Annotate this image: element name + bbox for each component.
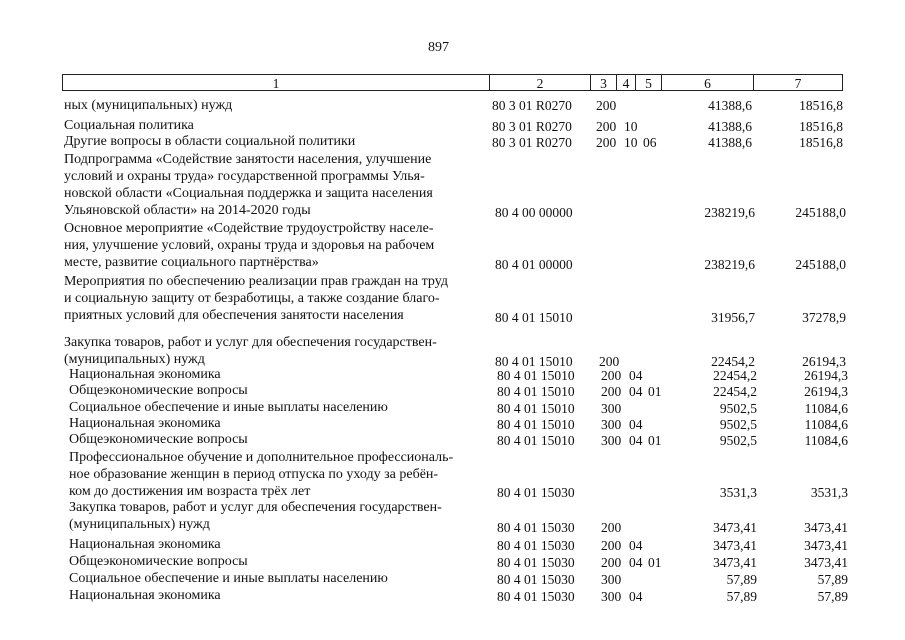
row-name-line: Социальное обеспечение и иные выплаты населению <box>69 400 388 415</box>
row-name-line: Национальная экономика <box>69 367 221 382</box>
row-type-code: 200 <box>601 537 622 553</box>
row-value-col7: 245188,0 <box>795 256 846 272</box>
header-col-6: 6 <box>661 74 754 91</box>
row-value-col6: 57,89 <box>726 571 757 587</box>
row-code: 80 4 01 15030 <box>497 588 575 604</box>
header-col-5: 5 <box>635 74 662 91</box>
row-name-line: Общеэкономические вопросы <box>69 383 248 398</box>
row-code: 80 3 01 R0270 <box>492 98 572 113</box>
row-type-code: 200 <box>596 134 617 150</box>
row-type-code: 200 <box>599 354 620 370</box>
row-type-code: 300 <box>601 571 622 587</box>
row-code: 80 4 01 15030 <box>497 520 575 535</box>
row-name-line: Подпрограмма «Содействие занятости населения, улучшение <box>64 152 432 167</box>
row-section-code: 04 <box>629 537 643 553</box>
row-name-line: Другие вопросы в области социальной политики <box>64 134 356 149</box>
row-type-code: 200 <box>601 520 622 535</box>
row-type-code: 300 <box>601 588 622 604</box>
row-value-col7: 57,89 <box>817 571 848 587</box>
row-name-line: Ульяновской области» на 2014-2020 годы <box>64 203 311 218</box>
row-value-col6: 22454,2 <box>713 383 757 399</box>
row-value-col6: 3473,41 <box>713 537 757 553</box>
row-section-code: 04 <box>629 432 643 448</box>
row-value-col7: 26194,3 <box>804 383 848 399</box>
row-type-code: 200 <box>596 118 617 134</box>
header-col-1: 1 <box>62 74 490 91</box>
row-value-col6: 41388,6 <box>708 98 752 113</box>
header-col-7: 7 <box>753 74 843 91</box>
row-type-code: 200 <box>601 554 622 570</box>
row-code: 80 4 01 15010 <box>497 367 575 383</box>
row-code: 80 3 01 R0270 <box>492 118 572 134</box>
row-name-line: (муниципальных) нужд <box>69 517 210 532</box>
row-code: 80 4 01 15030 <box>497 485 575 501</box>
row-name-line: Общеэкономические вопросы <box>69 432 248 447</box>
row-type-code: 300 <box>601 400 622 416</box>
row-name-line: ное образование женщин в период отпуска по уходу за ребён- <box>69 467 439 482</box>
row-value-col6: 41388,6 <box>708 134 752 150</box>
row-name-line: Национальная экономика <box>69 537 221 552</box>
row-code: 80 4 01 15030 <box>497 537 575 553</box>
row-type-code: 300 <box>601 432 622 448</box>
row-value-col6: 22454,2 <box>713 367 757 383</box>
row-section-code: 04 <box>629 588 643 604</box>
row-value-col7: 26194,3 <box>802 354 846 370</box>
row-section-code: 04 <box>629 416 643 432</box>
row-section-code: 10 <box>624 134 638 150</box>
row-value-col6: 238219,6 <box>704 204 755 220</box>
row-value-col6: 3531,3 <box>719 485 757 501</box>
row-code: 80 4 01 15030 <box>497 554 575 570</box>
row-value-col7: 18516,8 <box>799 134 843 150</box>
row-name-line: Социальная политика <box>64 118 194 133</box>
row-name-line: Национальная экономика <box>69 416 221 431</box>
row-value-col6: 238219,6 <box>704 256 755 272</box>
row-value-col6: 22454,2 <box>711 354 755 370</box>
row-code: 80 4 01 15010 <box>497 400 575 416</box>
row-name-line: новской области «Социальная поддержка и защита населения <box>64 186 433 201</box>
row-name-line: ных (муниципальных) нужд <box>64 98 233 113</box>
row-section-code: 10 <box>624 118 638 134</box>
row-name-line: Мероприятия по обеспечению реализации прав граждан на труд <box>64 274 448 289</box>
row-name-line: Профессиональное обучение и дополнительное профессиональ- <box>69 450 454 465</box>
row-subsection-code: 01 <box>648 432 662 448</box>
row-value-col6: 41388,6 <box>708 118 752 134</box>
row-value-col6: 9502,5 <box>719 432 757 448</box>
row-name-line: Общеэкономические вопросы <box>69 554 248 569</box>
row-value-col6: 3473,41 <box>713 554 757 570</box>
row-value-col6: 31956,7 <box>711 309 755 325</box>
row-value-col7: 57,89 <box>817 588 848 604</box>
row-value-col6: 57,89 <box>726 588 757 604</box>
row-name-line: Закупка товаров, работ и услуг для обеспечения государствен- <box>64 335 437 350</box>
row-section-code: 04 <box>629 367 643 383</box>
page-number: 897 <box>428 40 449 55</box>
row-subsection-code: 01 <box>648 383 662 399</box>
row-value-col6: 9502,5 <box>719 416 757 432</box>
row-name-line: Закупка товаров, работ и услуг для обеспечения государствен- <box>69 500 442 515</box>
row-code: 80 4 01 15010 <box>497 416 575 432</box>
row-name-line: ком до достижения им возраста трёх лет <box>69 484 311 499</box>
row-type-code: 200 <box>596 98 617 113</box>
row-value-col7: 3531,3 <box>810 485 848 501</box>
row-section-code: 04 <box>629 383 643 399</box>
row-name-line: месте, развитие социального партнёрства» <box>64 255 319 270</box>
row-value-col7: 18516,8 <box>799 118 843 134</box>
row-name-line: Основное мероприятие «Содействие трудоустройству населе- <box>64 221 434 236</box>
row-value-col7: 3473,41 <box>804 520 848 535</box>
row-code: 80 4 01 15010 <box>497 432 575 448</box>
row-value-col6: 9502,5 <box>719 400 757 416</box>
row-value-col7: 11084,6 <box>804 416 848 432</box>
row-value-col7: 18516,8 <box>799 98 843 113</box>
row-value-col7: 3473,41 <box>804 554 848 570</box>
row-name-line: (муниципальных) нужд <box>64 352 205 367</box>
row-name-line: приятных условий для обеспечения занятости населения <box>64 308 404 323</box>
row-type-code: 300 <box>601 416 622 432</box>
row-code: 80 4 01 15030 <box>497 571 575 587</box>
row-value-col7: 11084,6 <box>804 400 848 416</box>
row-name-line: ния, улучшение условий, охраны труда и здоровья на рабочем <box>64 238 435 253</box>
row-code: 80 4 01 00000 <box>495 256 573 272</box>
row-value-col7: 245188,0 <box>795 204 846 220</box>
row-name-line: условий и охраны труда» государственной программы Улья- <box>64 169 425 184</box>
row-code: 80 4 01 15010 <box>497 383 575 399</box>
row-value-col6: 3473,41 <box>713 520 757 535</box>
row-code: 80 3 01 R0270 <box>492 134 572 150</box>
row-subsection-code: 06 <box>643 134 657 150</box>
row-type-code: 200 <box>601 367 622 383</box>
row-type-code: 200 <box>601 383 622 399</box>
row-name-line: Социальное обеспечение и иные выплаты населению <box>69 571 388 586</box>
row-value-col7: 11084,6 <box>804 432 848 448</box>
row-name-line: и социальную защиту от безработицы, а также создание благо- <box>64 291 440 306</box>
row-code: 80 4 01 15010 <box>495 354 573 370</box>
row-section-code: 04 <box>629 554 643 570</box>
row-value-col7: 26194,3 <box>804 367 848 383</box>
row-code: 80 4 00 00000 <box>495 204 573 220</box>
row-code: 80 4 01 15010 <box>495 309 573 325</box>
row-subsection-code: 01 <box>648 554 662 570</box>
header-col-2: 2 <box>489 74 591 91</box>
row-value-col7: 37278,9 <box>802 309 846 325</box>
header-col-4: 4 <box>616 74 636 91</box>
row-name-line: Национальная экономика <box>69 588 221 603</box>
row-value-col7: 3473,41 <box>804 537 848 553</box>
header-col-3: 3 <box>590 74 617 91</box>
